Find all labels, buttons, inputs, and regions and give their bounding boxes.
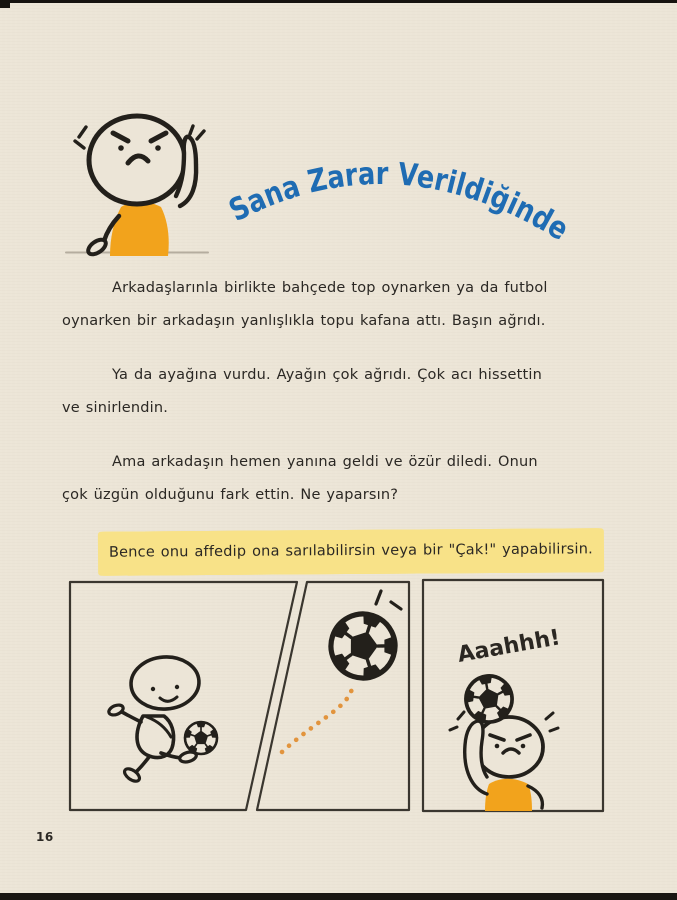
chapter-title (223, 155, 578, 250)
chapter-title-arc-text: Sana Zarar Verildiğinde (223, 155, 578, 250)
orange-shirt (110, 202, 169, 256)
character-head (475, 717, 543, 777)
emphasis-marks (376, 591, 401, 609)
hit-character-illustration (450, 625, 562, 811)
impact-marks-left (450, 712, 464, 730)
impact-marks-right (546, 713, 558, 731)
paragraph-line: Ya da ayağına vurdu. Ayağın çok ağrıdı. Çok acı hissettin (112, 367, 542, 383)
page-top-left-edge (0, 0, 10, 8)
soccer-ball-icon (184, 722, 218, 755)
page-top-edge (0, 0, 677, 3)
exclamation-text: Aaahhh! (455, 625, 563, 668)
comic-strip (70, 580, 603, 811)
emphasis-marks-left (75, 127, 86, 148)
kicking-character-illustration (107, 655, 218, 784)
page-bottom-edge (0, 893, 677, 900)
comic-panel-2 (257, 582, 409, 810)
soccer-ball-icon (320, 604, 406, 688)
paragraph-line: ve sinirlendin. (62, 400, 169, 416)
paragraph-line: oynarken bir arkadaşın yanlışlıkla topu kafana attı. Başın ağrıdı. (62, 313, 546, 329)
page-number: 16 (36, 830, 54, 844)
paragraph-line: Ama arkadaşın hemen yanına geldi ve özür diledi. Onun (112, 454, 538, 470)
orange-shirt (485, 779, 532, 811)
paragraph-line: Arkadaşlarınla birlikte bahçede top oynarken ya da futbol (112, 280, 548, 296)
highlight-marker: Bence onu affedip ona sarılabilirsin veya bir "Çak!" yapabilirsin. (100, 528, 602, 576)
character-head (89, 116, 185, 204)
trajectory-dots (282, 689, 352, 752)
angry-character-illustration (66, 116, 208, 257)
highlighted-line (100, 530, 602, 574)
paragraph-line: çok üzgün olduğunu fark ettin. Ne yaparsın? (62, 487, 399, 503)
